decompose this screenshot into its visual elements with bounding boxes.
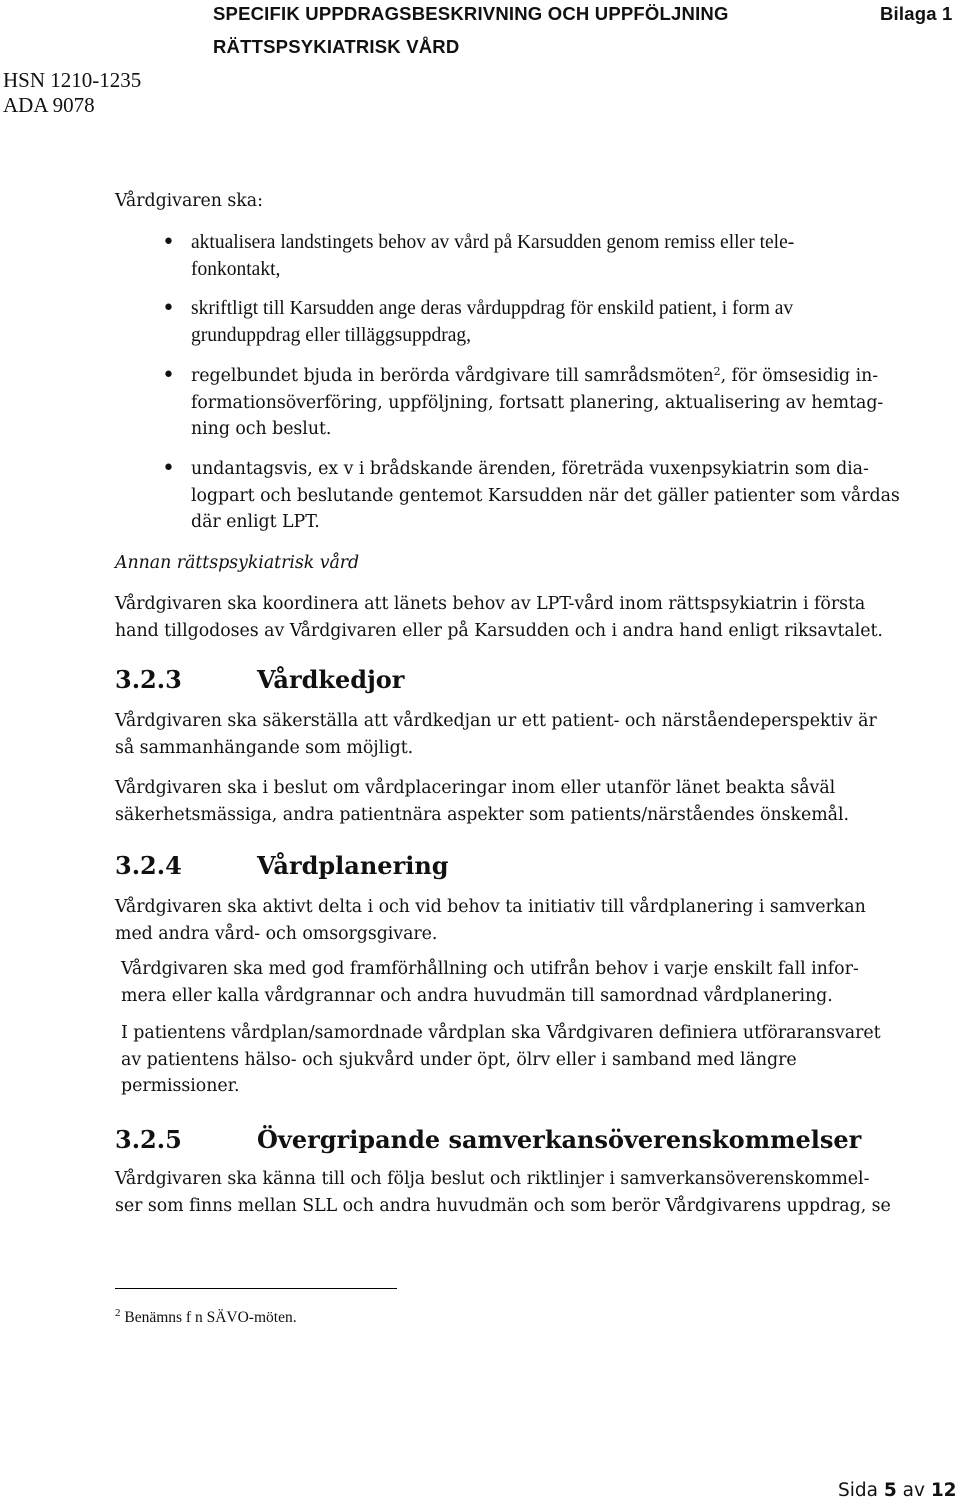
footnote-ref[interactable]: 2 — [713, 365, 721, 378]
paragraph: Vårdgivaren ska säkerställa att vårdkedjan ur ett patient- och närståendeperspektiv är så sammanhängande som möjligt. — [115, 711, 877, 758]
paragraph: I patientens vårdplan/samordnade vårdplan ska Vårdgivaren definiera utföraransvaret av patientens hälso- och sjukvård under öpt, ölrv eller i samband med längre permissioner. — [121, 1023, 881, 1096]
bullet-icon: • — [162, 230, 175, 255]
intro-text: Vårdgivaren ska: — [115, 191, 263, 211]
hsn-number: HSN 1210-1235 — [3, 68, 142, 92]
document-title: SPECIFIK UPPDRAGSBESKRIVNING OCH UPPFÖLJNING — [213, 3, 729, 24]
list-item: skriftligt till Karsudden ange deras vårduppdrag för enskild patient, i form av grunduppdrag eller tilläggsuppdrag, — [191, 298, 794, 346]
paragraph: Vårdgivaren ska aktivt delta i och vid behov ta initiativ till vårdplanering i samverkan med andra vård- och omsorgsgivare. — [115, 897, 866, 944]
section-heading-323: 3.2.3 Vårdkedjor — [115, 665, 405, 694]
section-heading-324: 3.2.4 Vårdplanering — [115, 851, 449, 880]
footnote-divider — [115, 1288, 397, 1289]
page-number: Sida 5 av 12 — [838, 1480, 957, 1501]
paragraph: Vårdgivaren ska i beslut om vårdplaceringar inom eller utanför länet beakta såväl säkerhetsmässiga, andra patientnära aspekter som patients/närståendes önskemål. — [115, 778, 849, 825]
bullet-icon: • — [162, 363, 175, 388]
paragraph: Vårdgivaren ska med god framförhållning och utifrån behov i varje enskilt fall infor- mera eller kalla vårdgrannar och andra huvudmän till samordnad vårdplanering. — [121, 959, 859, 1006]
footnote: $^2$ Benämns f n SÄVO-möten. — [115, 1307, 297, 1326]
subheading-annan: Annan rättspsykiatrisk vård — [115, 553, 360, 573]
section-heading-325: 3.2.5 Övergripande samverkansöverenskommelser — [115, 1125, 862, 1154]
paragraph: Vårdgivaren ska koordinera att länets behov av LPT-vård inom rättspsykiatrin i första hand tillgodoses av Vårdgivaren eller på Karsudden och i andra hand enligt riksavtalet. — [115, 594, 883, 641]
list-item: aktualisera landstingets behov av vård på Karsudden genom remiss eller tele- fonkontakt, — [191, 232, 795, 280]
list-item: regelbundet bjuda in berörda vårdgivare till samrådsmöten$^2$, för ömsesidig in- formationsöverföring, uppföljning, fortsatt planering, aktualisering av hemtag- ning och beslut. — [191, 365, 884, 439]
document-subtitle: RÄTTSPSYKIATRISK VÅRD — [213, 36, 460, 57]
paragraph: Vårdgivaren ska känna till och följa beslut och riktlinjer i samverkansöverenskommel- ser som finns mellan SLL och andra huvudmän och som berör Vårdgivarens uppdrag, se — [115, 1169, 891, 1216]
list-item: undantagsvis, ex v i brådskande ärenden, företräda vuxenpsykiatrin som dia- logpart och beslutande gentemot Karsudden när det gäller patienter som vårdas där enligt LPT. — [191, 459, 900, 532]
bullet-icon: • — [162, 296, 175, 321]
bullet-icon: • — [162, 456, 175, 481]
appendix-label: Bilaga 1 — [880, 3, 953, 24]
ada-number: ADA 9078 — [3, 93, 95, 117]
